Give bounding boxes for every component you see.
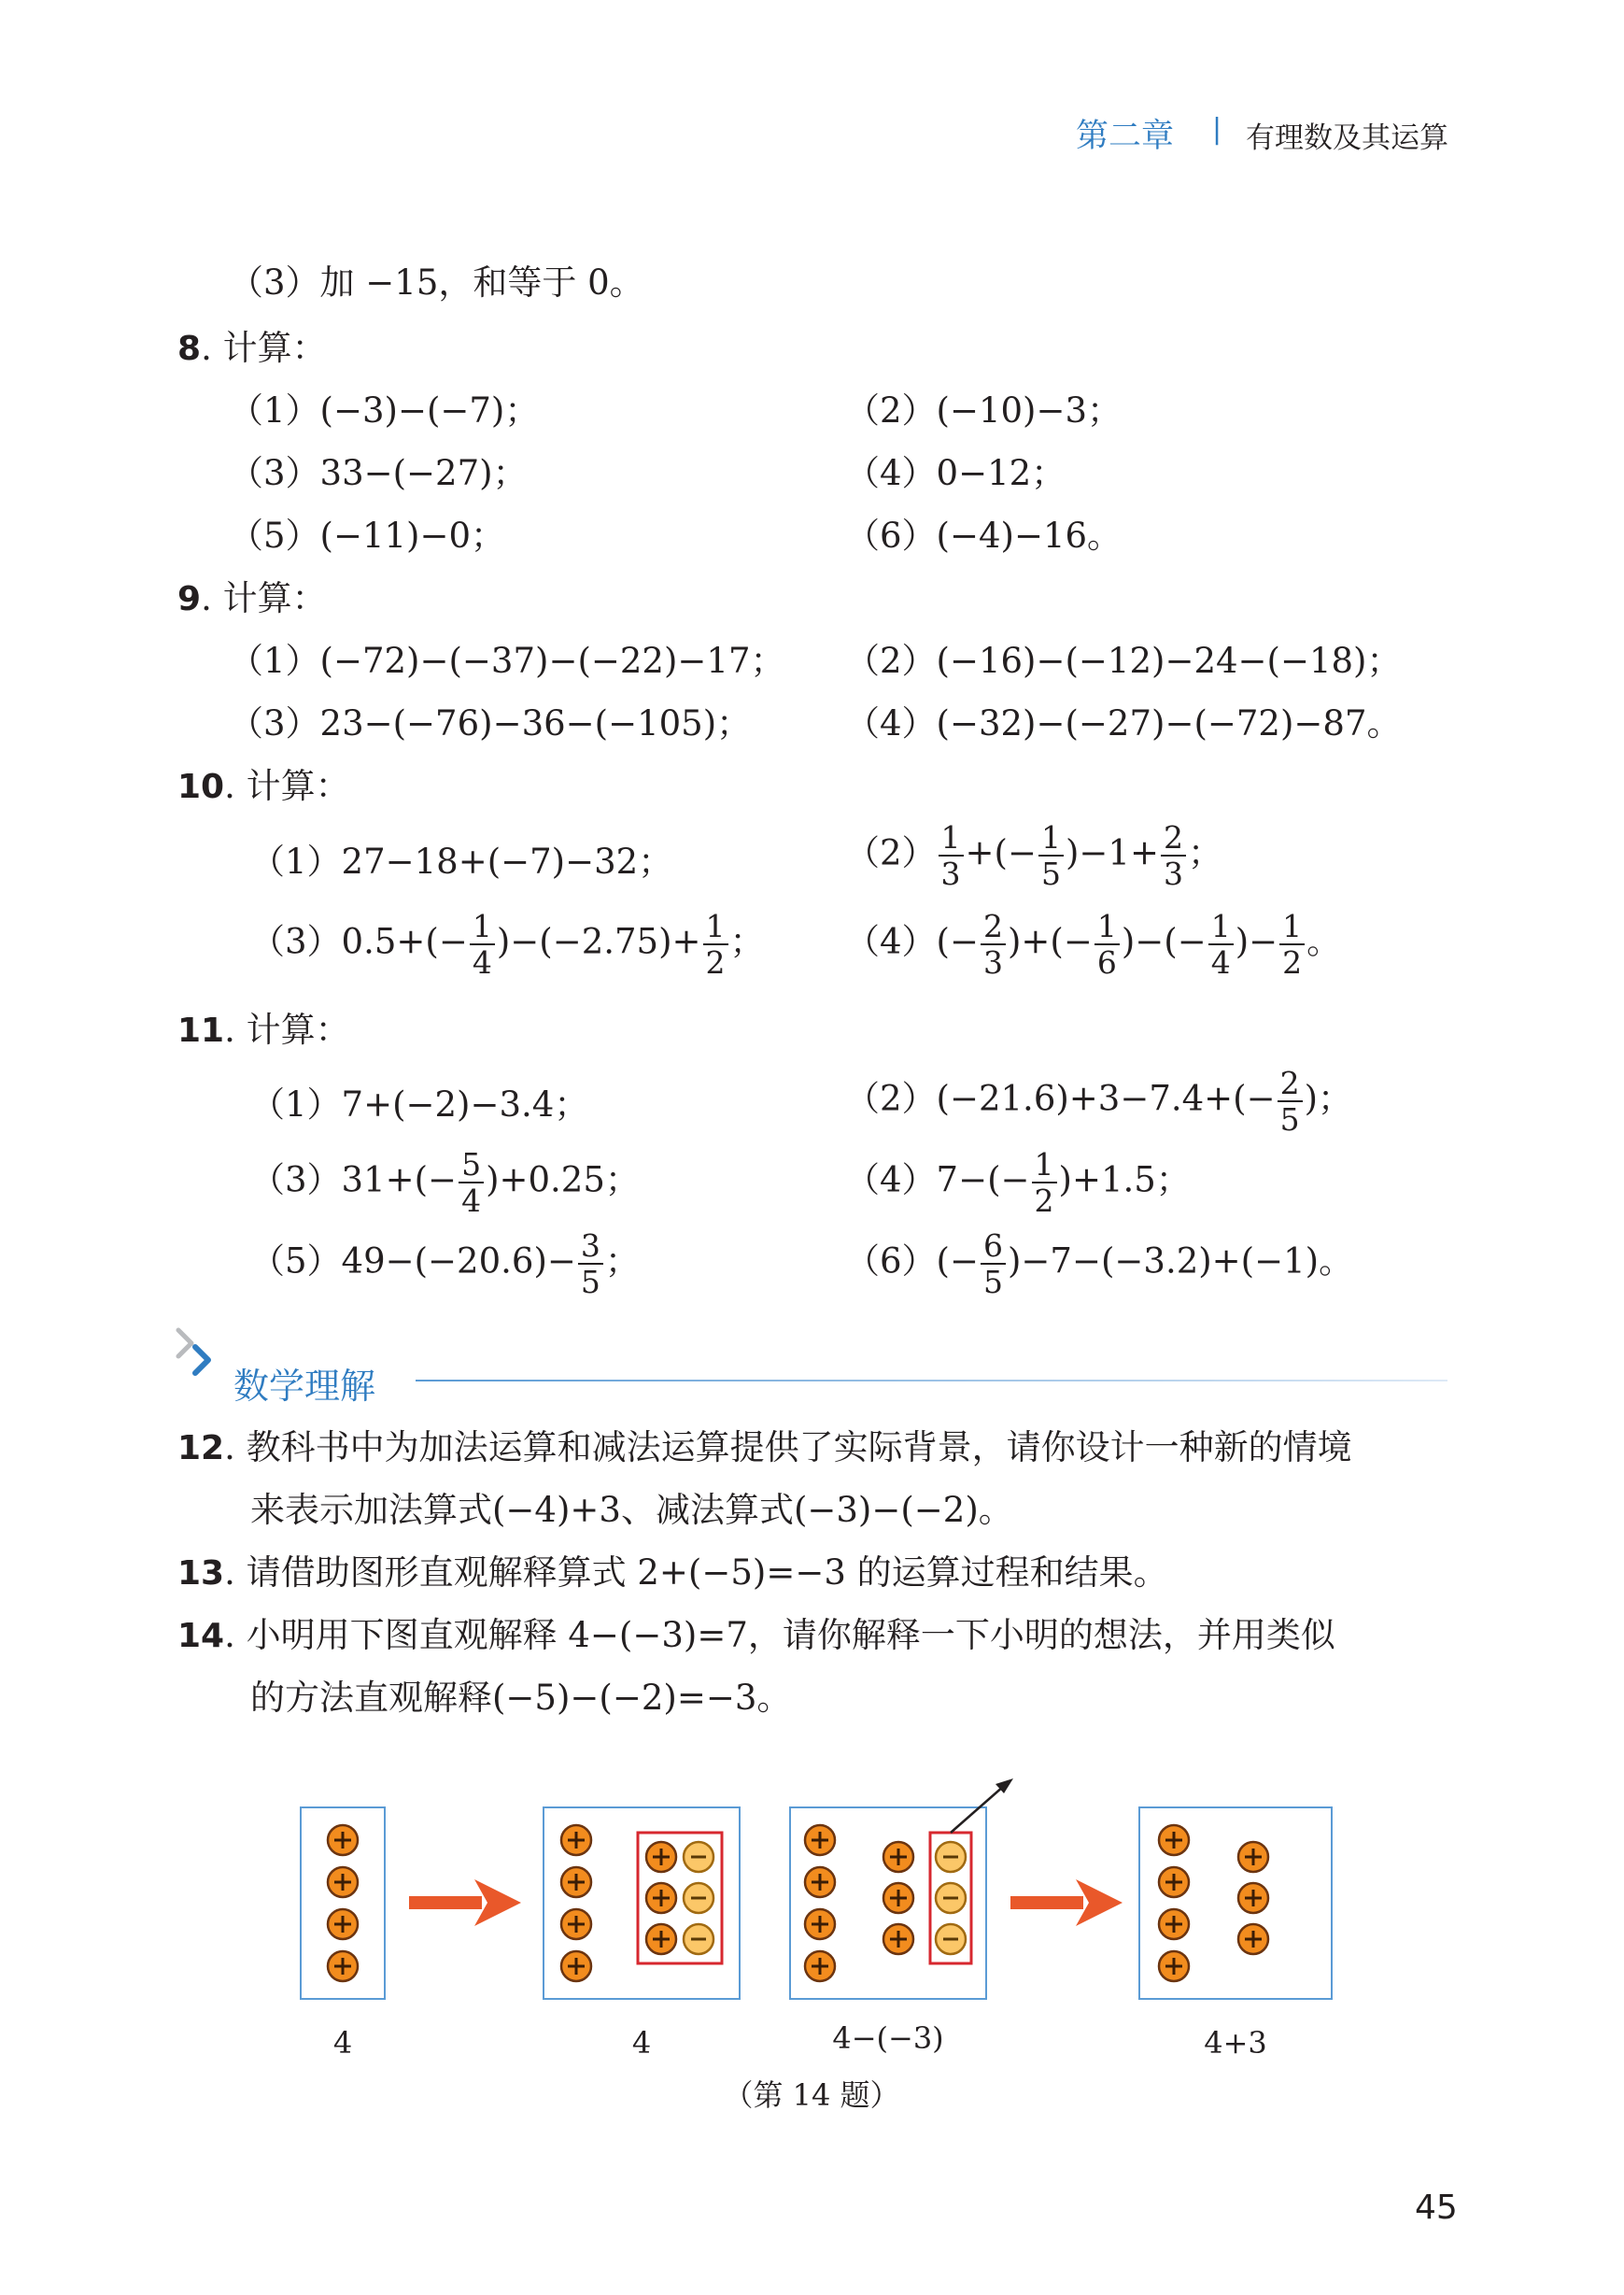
positive-chip (646, 1924, 676, 1954)
fraction (1094, 908, 1120, 981)
expr-text: )+(− (1007, 921, 1093, 962)
positive-chip (805, 1825, 835, 1855)
positive-chip (883, 1924, 913, 1954)
q10-item-3 (250, 908, 765, 981)
section-title: 数学理解 (233, 1366, 376, 1407)
positive-chip (561, 1909, 591, 1939)
q12-text: . 教科书中为加法运算和减法运算提供了实际背景，请你设计一种新的情境 (224, 1427, 1352, 1467)
q9-item: （1）(−72)−(−37)−(−22)−17； (229, 641, 785, 681)
fraction (1279, 908, 1305, 981)
q12-line-1 (177, 1426, 1352, 1470)
q8-prompt: . 计算： (201, 328, 327, 368)
positive-chip (646, 1842, 676, 1872)
expr-text: )−1+ (1066, 832, 1159, 873)
negative-chip (684, 1842, 713, 1872)
fraction (1208, 908, 1234, 981)
expr-text: 。 (1306, 921, 1342, 962)
q11-heading (177, 1009, 350, 1053)
expr-text: +(− (965, 832, 1037, 873)
fraction (1278, 1065, 1303, 1138)
fraction (1038, 819, 1064, 892)
expr-text: )−(−2.75)+ (496, 921, 701, 962)
numerator: 2 (1278, 1068, 1303, 1102)
denominator: 6 (1096, 944, 1117, 981)
positive-chip (561, 1825, 591, 1855)
q14-text: . 小明用下图直观解释 4−(−3)=7，请你解释一下小明的想法，并用类似 (224, 1615, 1335, 1655)
q14-line-1 (177, 1614, 1335, 1658)
fraction (981, 908, 1006, 981)
fraction (1032, 1146, 1057, 1219)
q13-line-1 (177, 1551, 1168, 1595)
numerator: 1 (1208, 911, 1234, 945)
q8-number: 8 (177, 330, 202, 368)
q11-item-1: （1）7+(−2)−3.4； (250, 1084, 589, 1125)
negative-chip (936, 1883, 966, 1913)
positive-chip (805, 1909, 835, 1939)
q10-number: 10 (177, 768, 225, 806)
denominator: 4 (1210, 944, 1231, 981)
positive-chip (1238, 1924, 1268, 1954)
q10-item-2 (845, 819, 1222, 892)
fraction (981, 1227, 1006, 1300)
positive-chip (1238, 1883, 1268, 1913)
q10-prompt: . 计算： (224, 766, 350, 806)
positive-chip (561, 1951, 591, 1981)
denominator: 5 (982, 1264, 1003, 1300)
positive-chip (883, 1883, 913, 1913)
numerator: 1 (703, 911, 728, 945)
denominator: 4 (472, 944, 492, 981)
denominator: 3 (940, 856, 961, 892)
q11-item-3 (250, 1146, 640, 1219)
q12-line-2: 来表示加法算式(−4)+3、减法算式(−3)−(−2)。 (250, 1490, 1013, 1530)
denominator: 4 (461, 1183, 482, 1219)
fraction (578, 1227, 603, 1300)
numerator: 1 (470, 911, 495, 945)
fraction (939, 819, 964, 892)
positive-chip (328, 1825, 358, 1855)
q11-item-2 (845, 1065, 1353, 1138)
q14-number: 14 (177, 1617, 225, 1655)
positive-chip (561, 1867, 591, 1897)
expr-text: （2） (845, 832, 937, 873)
expr-text: )− (1235, 921, 1278, 962)
positive-chip (328, 1951, 358, 1981)
q9-heading (177, 577, 327, 621)
positive-chip (646, 1883, 676, 1913)
numerator: 1 (1032, 1149, 1057, 1183)
q8-item: （1）(−3)−(−7)； (229, 390, 540, 431)
section-chevron-icon (173, 1326, 229, 1386)
fraction (470, 908, 495, 981)
expr-text: （4）(− (845, 921, 979, 962)
expr-text: )−7−(−3.2)+(−1)。 (1007, 1240, 1354, 1282)
denominator: 3 (1163, 856, 1183, 892)
page-number: 45 (1415, 2189, 1458, 2227)
positive-chip (1159, 1825, 1189, 1855)
expr-text: )+1.5； (1058, 1159, 1191, 1200)
numerator: 1 (939, 822, 964, 857)
fraction (703, 908, 728, 981)
positive-chip (1159, 1951, 1189, 1981)
numerator: 2 (981, 911, 1006, 945)
expr-text: （2）(−21.6)+3−7.4+(− (845, 1078, 1276, 1119)
denominator: 3 (982, 944, 1003, 981)
q9-number: 9 (177, 580, 202, 618)
expr-text: ； (729, 921, 765, 962)
positive-chip (1159, 1909, 1189, 1939)
q9-prompt: . 计算： (201, 578, 327, 618)
numerator: 1 (1094, 911, 1120, 945)
expr-text: （4）7−(− (845, 1159, 1030, 1200)
q8-heading (177, 327, 327, 371)
positive-chip (1159, 1867, 1189, 1897)
q9-item: （2）(−16)−(−12)−24−(−18)； (845, 641, 1402, 681)
expr-text: （5）49−(−20.6)− (250, 1240, 576, 1282)
denominator: 5 (580, 1264, 600, 1300)
q12-number: 12 (177, 1429, 225, 1467)
expr-text: ； (604, 1240, 640, 1282)
expr-text: )； (1304, 1078, 1353, 1119)
expr-text: （3）31+(− (250, 1159, 458, 1200)
expr-text: ； (1187, 832, 1222, 873)
negative-chip (684, 1924, 713, 1954)
positive-chip (805, 1951, 835, 1981)
positive-chip (883, 1842, 913, 1872)
negative-chip (684, 1883, 713, 1913)
q14-line-2: 的方法直观解释(−5)−(−2)=−3。 (250, 1678, 792, 1718)
remove-arrow-icon (951, 1778, 1013, 1833)
figure-label: 4 (631, 2025, 652, 2061)
negative-chip (936, 1924, 966, 1954)
header-separator: | (1212, 113, 1222, 146)
q11-item-4 (845, 1146, 1191, 1219)
expr-text: )+0.25； (486, 1159, 640, 1200)
q8-item: （5）(−11)−0； (229, 516, 506, 556)
q10-heading (177, 765, 350, 809)
denominator: 2 (705, 944, 726, 981)
q11-prompt: . 计算： (224, 1010, 350, 1050)
expr-text: （3）0.5+(− (250, 921, 468, 962)
positive-chip (805, 1867, 835, 1897)
section-divider (416, 1380, 1447, 1381)
fraction (459, 1146, 484, 1219)
numerator: 6 (981, 1230, 1006, 1265)
q11-item-6 (845, 1227, 1354, 1300)
q8-item: （2）(−10)−3； (845, 390, 1123, 431)
negative-chip (936, 1842, 966, 1872)
numerator: 5 (459, 1149, 484, 1183)
q8-item: （6）(−4)−16。 (845, 516, 1123, 556)
figure-caption: （第 14 题） (723, 2077, 900, 2113)
fraction (1161, 819, 1186, 892)
figure-label: 4+3 (1204, 2025, 1267, 2061)
positive-chip (328, 1909, 358, 1939)
q8-item: （4）0−12； (845, 453, 1066, 493)
right-arrow-icon (1010, 1879, 1123, 1926)
q9-item: （4）(−32)−(−27)−(−72)−87。 (845, 703, 1402, 744)
chapter-title: 有理数及其运算 (1246, 121, 1448, 155)
denominator: 5 (1279, 1101, 1300, 1138)
q10-item-4 (845, 908, 1342, 981)
q11-item-5 (250, 1227, 640, 1300)
numerator: 1 (1038, 822, 1064, 857)
denominator: 5 (1041, 856, 1061, 892)
positive-chip (1238, 1842, 1268, 1872)
expr-text: （6）(− (845, 1240, 979, 1282)
expr-text: )−(− (1121, 921, 1207, 962)
numerator: 2 (1161, 822, 1186, 857)
q8-item: （3）33−(−27)； (229, 453, 528, 493)
positive-chip (328, 1867, 358, 1897)
q9-item: （3）23−(−76)−36−(−105)； (229, 703, 752, 744)
q7-item-3: （3）加 −15，和等于 0。 (229, 262, 644, 303)
q11-number: 11 (177, 1012, 225, 1050)
q10-item-1: （1）27−18+(−7)−32； (250, 842, 673, 882)
q13-number: 13 (177, 1554, 225, 1593)
right-arrow-icon (409, 1879, 521, 1926)
figure-label: 4−(−3) (832, 2020, 944, 2056)
chapter-label: 第二章 (1076, 118, 1175, 155)
figure-label: 4 (332, 2025, 353, 2061)
denominator: 2 (1282, 944, 1303, 981)
numerator: 3 (578, 1230, 603, 1265)
numerator: 1 (1279, 911, 1305, 945)
q13-text: . 请借助图形直观解释算式 2+(−5)=−3 的运算过程和结果。 (224, 1552, 1168, 1593)
denominator: 2 (1034, 1183, 1054, 1219)
